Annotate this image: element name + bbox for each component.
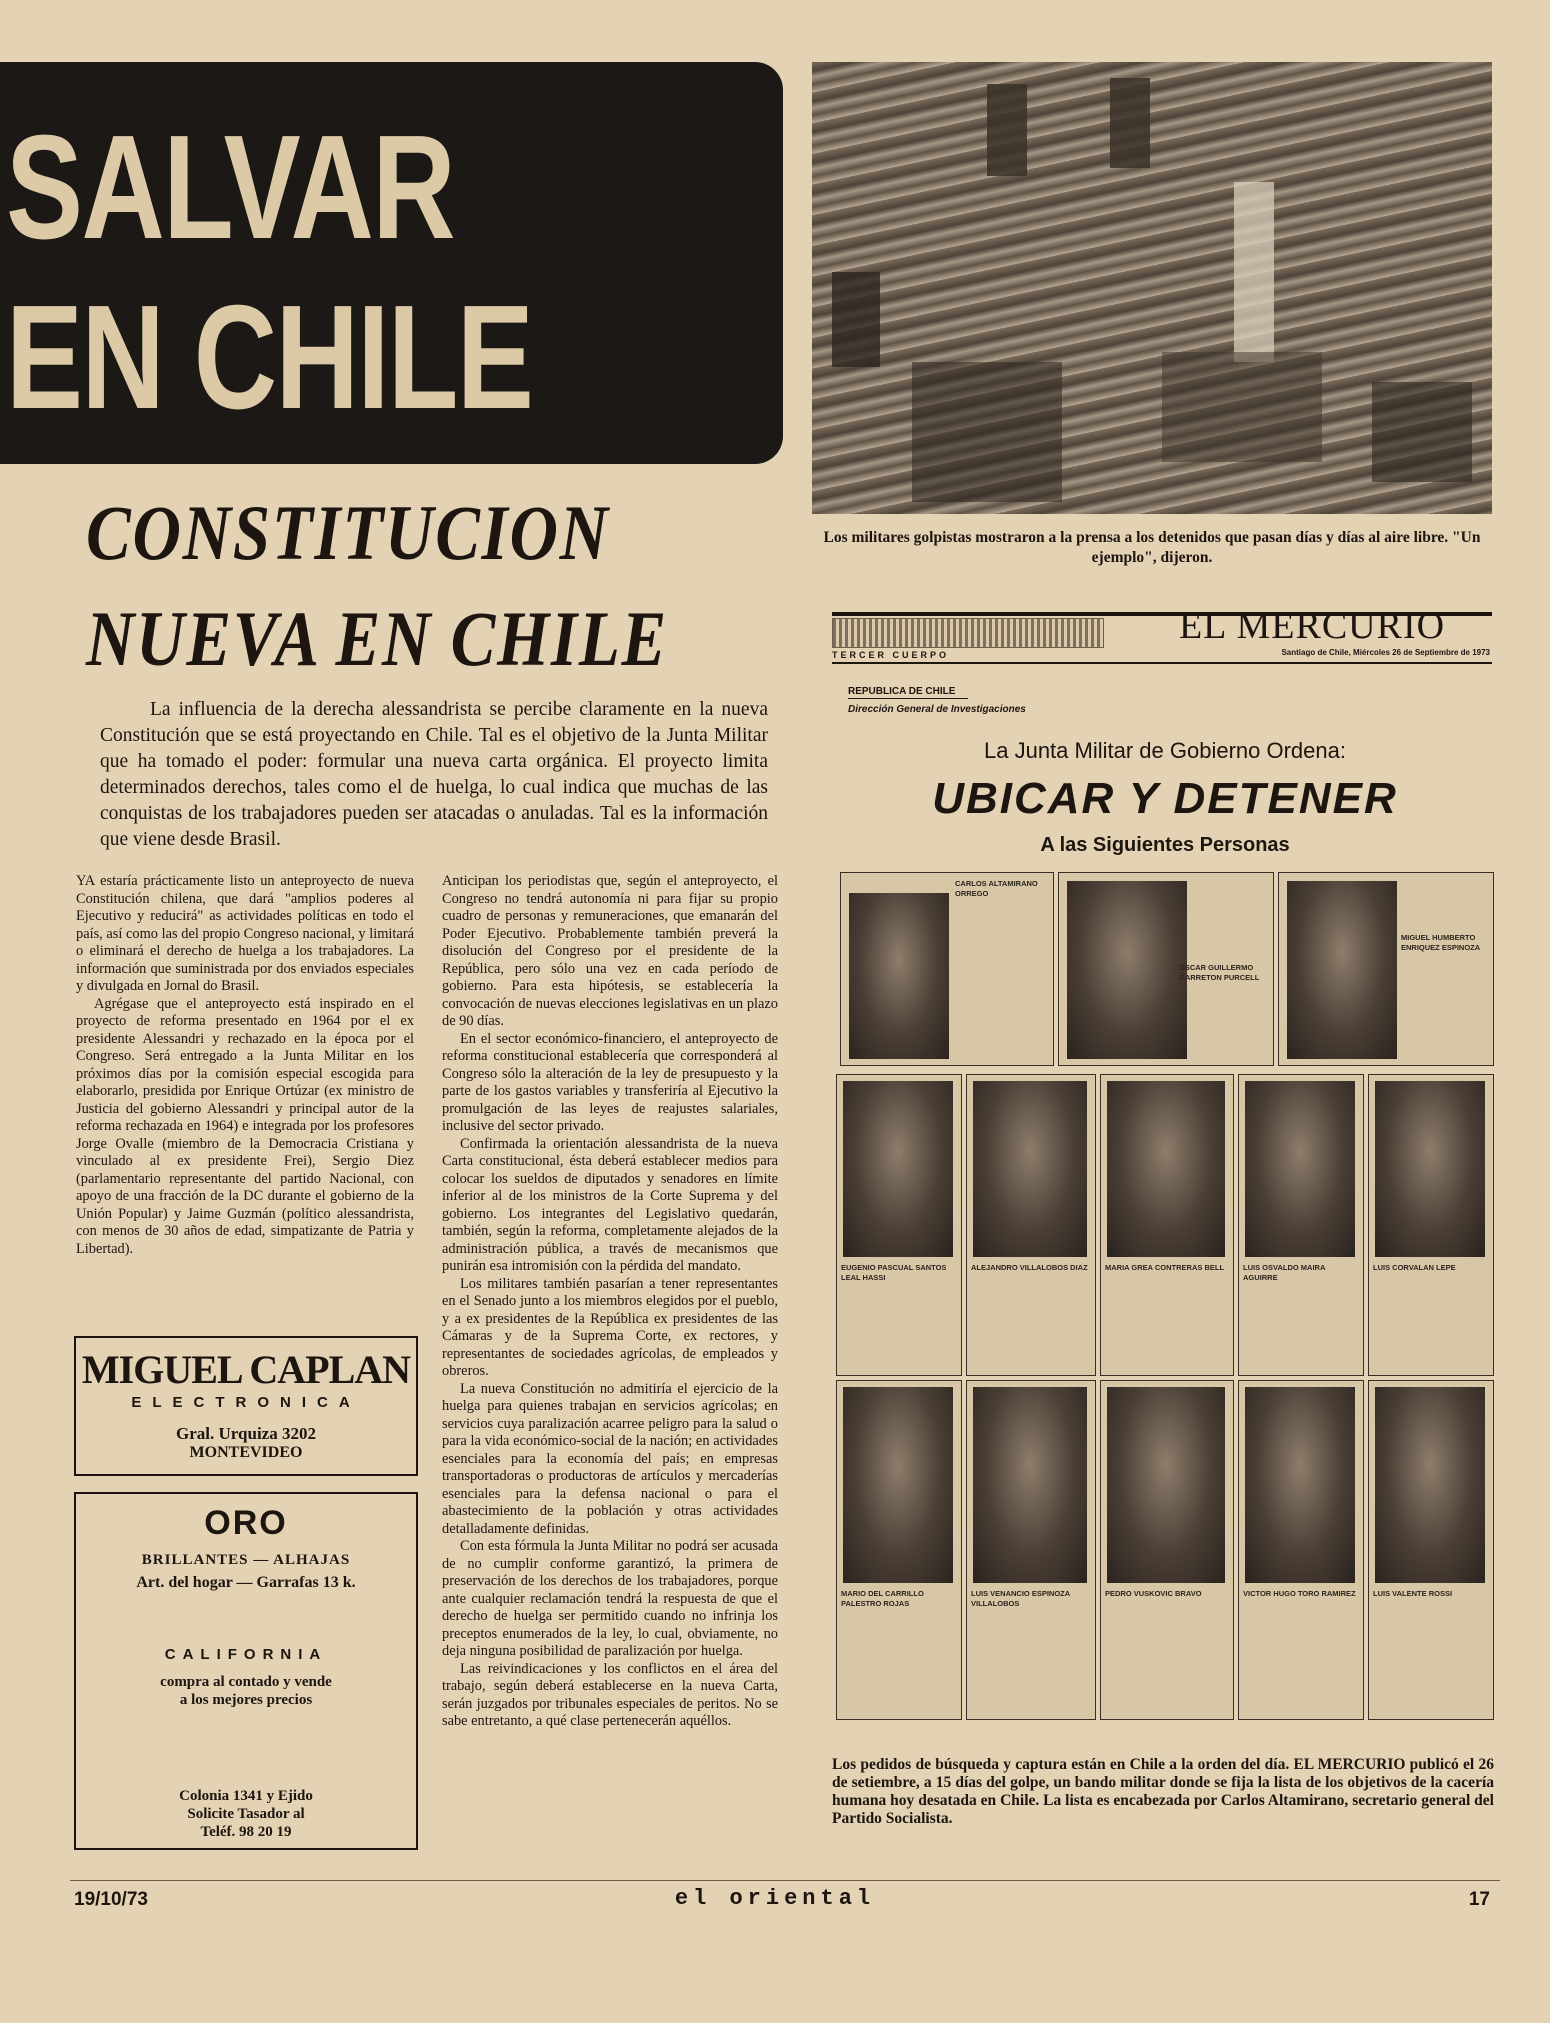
wanted-card <box>836 1380 962 1720</box>
wanted-name: LUIS VENANCIO ESPINOZA VILLALOBOS <box>971 1589 1070 1608</box>
wanted-card <box>1100 1074 1234 1376</box>
ad-oro-line6: Solicite Tasador al <box>187 1806 305 1822</box>
paragraph: Agrégase que el anteproyecto está inspirado en el proyecto de reforma presentado en 1964 por el ex presidente Alessandri y rechazado en la época por el Congreso. Será entregado a la Junta Militar en los próximos días por la comisión especial escogida para elaborarlo, presidida por Enrique Ortúzar (ex ministro de Justicia del gobierno Alessandri y principal autor de la reforma rechazada en 1964) e integrada por los profesores Jorge Ovalle (miembro de la Democracia Cristiana y vinculado al ex presidente Frei), Sergio Diez (parlamentario representante del partido Nacional, con apoyo de una fracción de la DC durante el gobierno de la Unión Popular) y Jaime Guzmán (político alessandrista, con menos de 30 años de edad, simpatizante de Patria y Libertad). <box>76 995 414 1257</box>
footer-page-number: 17 <box>1468 1889 1490 1910</box>
stadium-photo-figures <box>812 62 1492 514</box>
ad-oro-line3: compra al contado y vende <box>160 1674 332 1690</box>
junta-order-label: La Junta Militar de Gobierno Ordena: <box>984 738 1346 763</box>
footer-rule <box>70 1880 1500 1881</box>
ad-caplan-city: MONTEVIDEO <box>189 1444 303 1461</box>
mercurio-section: TERCER CUERPO <box>832 650 950 660</box>
paragraph: Anticipan los periodistas que, según el anteproyecto, el Congreso no tendrá autonomía ni para fijar su propio cuadro de personas y remuneraciones, que emanarán del Poder Ejecutivo. Probablemente también preverá la disolución del Congreso por el presidente de la República, pero sólo una vez en cada período de gobierno. Para esta hipótesis, se establecería la convocación de nuevas elecciones legislativas en un plazo de 90 días. <box>442 873 778 1029</box>
wanted-card <box>1238 1380 1364 1720</box>
ad-caplan-name: MIGUEL CAPLAN <box>81 1347 411 1392</box>
ad-oro-line4: a los mejores precios <box>179 1692 313 1708</box>
wanted-name: VICTOR HUGO TORO RAMIREZ <box>1243 1589 1356 1598</box>
paragraph: Los militares también pasarían a tener representantes en el Senado junto a los miembros elegidos por el pueblo, y a ex presidentes de la República ex presidentes de las Cámaras y de la Suprema Corte, ex rectores, y representantes de sociedades agrícolas, de empleados y obreros. <box>442 1275 778 1379</box>
wanted-portrait <box>1375 1387 1485 1583</box>
ad-oro-brand: CALIFORNIA <box>164 1646 328 1663</box>
ad-caplan-address: Gral. Urquiza 3202 <box>176 1424 316 1443</box>
wanted-card <box>966 1380 1096 1720</box>
wanted-name: MARIA GREA CONTRERAS BELL <box>1105 1263 1225 1272</box>
wanted-portrait <box>1375 1081 1485 1257</box>
paragraph: La nueva Constitución no admitiría el ejercicio de la huelga para quienes trabajan en servicios agrícolas; en servicios cuya paralización acarree peligro para la salud o para la vida económico-social de la nación; en actividades esenciales para la economía del país; en empresas transportadoras o productoras de artículos y mercaderías esenciales para la defensa nacional o para el abastecimiento de la población y otras actividades detalladamente definidas. <box>442 1380 778 1537</box>
masthead-small-print <box>832 618 1104 648</box>
wanted-name: MIGUEL HUMBERTO ENRIQUEZ ESPINOZA <box>1401 933 1481 952</box>
paragraph: YA estaría prácticamente listo un anteproyecto de nueva Constitución chilena, que dará "amplios poderes al Ejecutivo y reducirá" as actividades políticas en todo el país, así como las del propio Congreso nacional, y limitará o eliminará el derecho de huelga a los trabajadores. La información que suministrada por dos enviados especiales y divulgada en Jornal do Brasil. <box>76 873 414 994</box>
wanted-card <box>1368 1380 1494 1720</box>
masthead-rule-bottom <box>832 662 1492 664</box>
paragraph: Las reivindicaciones y los conflictos en el área del trabajo, según deberá establecerse en la nueva Carta, serán juzgados por tribunales especiales de peritos. No se sabe entretanto, a qué clase pertenecerán aquéllos. <box>442 1660 778 1729</box>
headline-line-1: SALVAR <box>6 105 455 270</box>
wanted-name: LUIS VALENTE ROSSI <box>1373 1589 1453 1598</box>
subheadline-line-2: NUEVA EN CHILE <box>86 595 668 682</box>
wanted-portrait <box>1245 1387 1355 1583</box>
headline-banner <box>0 62 783 464</box>
wanted-portrait <box>973 1387 1087 1583</box>
wanted-card <box>1278 872 1494 1066</box>
footer-paper-name: el oriental <box>674 1886 876 1911</box>
wanted-portrait <box>1067 881 1187 1059</box>
paragraph: Con esta fórmula la Junta Militar no podrá ser acusada de no cumplir conforme garantizó, la primera de preservación de los derechos de los trabajadores, porque ante cualquier reclamación tendrá la respuesta de que el derecho de huelga ser permitido cuando no infrinja los preceptos enumerados de la ley, lo cual, obviamente, no deja ninguna posibilidad de paralización por huelga. <box>442 1538 778 1659</box>
mercurio-dateline: Santiago de Chile, Miércoles 26 de Septiembre de 1973 <box>1281 648 1490 657</box>
wanted-card <box>1238 1074 1364 1376</box>
mercurio-masthead: EL MERCURIO <box>1178 605 1446 647</box>
advertisement-oro <box>74 1492 418 1850</box>
wanted-name: MARIO DEL CARRILLO PALESTRO ROJAS <box>841 1589 924 1608</box>
wanted-name: CARLOS ALTAMIRANO ORREGO <box>955 879 1038 898</box>
ad-oro-line2: Art. del hogar — Garrafas 13 k. <box>136 1574 356 1591</box>
direction-label: Dirección General de Investigaciones <box>848 704 1026 715</box>
wanted-card <box>840 872 1054 1066</box>
bottom-caption-body: EL MERCURIO publicó el 26 de setiembre, a 15 días del golpe, un bando militar donde se fija la lista de los objetivos de la cacería humana hoy desatada en Chile. La lista es encabezada por Carlos Altamirano, secretario general del Partido Socialista. <box>832 1756 1494 1827</box>
wanted-card <box>966 1074 1096 1376</box>
wanted-name: EUGENIO PASCUAL SANTOS LEAL HASSI <box>841 1263 947 1282</box>
wanted-card <box>1058 872 1274 1066</box>
wanted-name: LUIS OSVALDO MAIRA AGUIRRE <box>1243 1263 1326 1282</box>
wanted-name: ALEJANDRO VILLALOBOS DIAZ <box>971 1263 1088 1272</box>
wanted-portrait <box>973 1081 1087 1257</box>
wanted-name: PEDRO VUSKOVIC BRAVO <box>1105 1589 1202 1598</box>
wanted-portrait <box>1107 1081 1225 1257</box>
wanted-portrait <box>1245 1081 1355 1257</box>
advertisement-caplan <box>74 1336 418 1476</box>
ad-oro-title: ORO <box>204 1504 288 1542</box>
wanted-name: OSCAR GUILLERMO GARRETON PURCELL <box>1179 963 1260 982</box>
ad-caplan-sub: ELECTRONICA <box>131 1394 361 1411</box>
headline-line-2: EN CHILE <box>6 275 533 440</box>
article-lede: La influencia de la derecha alessandrista se percibe claramente en la nueva Constitución que se está proyectando en Chile. Tal es el objetivo de la Junta Militar que ha tomado el poder: formular una nueva carta orgánica. El proyecto limita determinados derechos, tales como el de huelga, lo cual indica que muchas de las conquistas de los trabajadores pueden ser atacadas o anuladas. Tal es la información que viene desde Brasil. <box>100 699 768 850</box>
wanted-portrait <box>843 1081 953 1257</box>
bottom-caption <box>832 1756 1494 1828</box>
wanted-card <box>1100 1380 1234 1720</box>
wanted-portrait <box>1287 881 1397 1059</box>
photo-caption: Los militares golpistas mostraron a la prensa a los detenidos que pasan días y días al aire libre. "Un ejemplo", dijeron. <box>823 529 1481 566</box>
ad-oro-line7: Teléf. 98 20 19 <box>200 1824 292 1840</box>
ad-oro-line1: BRILLANTES — ALHAJAS <box>141 1552 351 1568</box>
ubicar-detener-title: UBICAR Y DETENER <box>932 774 1398 823</box>
ad-oro-line5: Colonia 1341 y Ejido <box>179 1788 313 1804</box>
article-column-2 <box>442 873 778 1731</box>
republic-underline <box>848 698 968 699</box>
republic-label: REPUBLICA DE CHILE <box>848 686 956 697</box>
footer-date: 19/10/73 <box>74 1889 148 1910</box>
wanted-portrait <box>843 1387 953 1583</box>
subheadline-line-1: CONSTITUCION <box>86 489 610 576</box>
stadium-detainees-photo <box>812 62 1492 514</box>
wanted-card <box>1368 1074 1494 1376</box>
wanted-card <box>836 1074 962 1376</box>
wanted-portrait <box>1107 1387 1225 1583</box>
persons-subtitle: A las Siguientes Personas <box>1040 834 1290 856</box>
paragraph: En el sector económico-financiero, el anteproyecto de reforma constitucional establecería que corresponderá al Congreso sólo la alteración de la ley de presupuesto y la parte de los gastos variables y transferiría al Ejecutivo la promulgación de las leyes de reajustes salariales, inclusive del sector privado. <box>442 1030 778 1134</box>
paragraph: Confirmada la orientación alessandrista de la nueva Carta constitucional, ésta deberá establecer medios para colocar los sueldos de diputados y senadores en límite inferior al de los ministros de la Corte Suprema y del gobierno. Los integrantes del Legislativo quedarán, también, según la reforma, completamente alejados de la administración pública, a través de mecanismos que punirán esa intromisión con la pérdida del mandato. <box>442 1135 778 1274</box>
wanted-name: LUIS CORVALAN LEPE <box>1373 1263 1456 1272</box>
bottom-caption-lead: Los pedidos de búsqueda y captura están en Chile a la orden del día. <box>832 1756 1290 1773</box>
wanted-portrait <box>849 893 949 1059</box>
article-column-1 <box>76 873 414 1258</box>
